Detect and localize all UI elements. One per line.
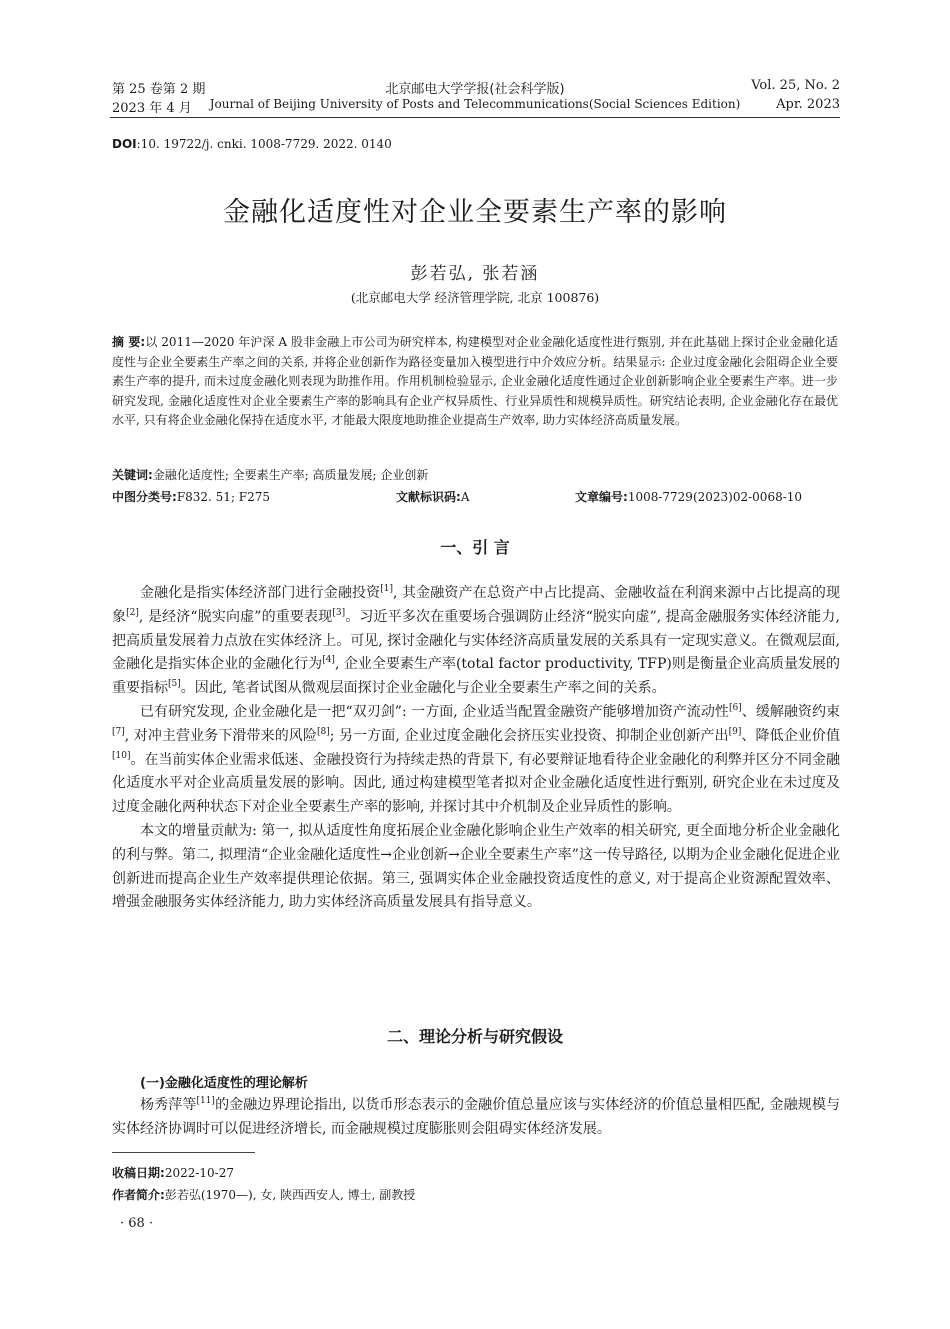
doc-code-value: A: [460, 490, 470, 504]
citation: [1]: [380, 584, 393, 594]
article-number-value: 1008-7729(2023)02-0068-10: [627, 490, 803, 504]
text-run: 。因此, 笔者试图从微观层面探讨企业金融化与企业全要素生产率之间的关系。: [180, 680, 666, 697]
date-en: Apr. 2023: [776, 97, 840, 112]
text-run: , 是经济“脱实向虚”的重要表现: [138, 608, 333, 625]
paragraph: [112, 701, 840, 820]
author-bio-value: 彭若弘(1970—), 女, 陕西西安人, 博士, 副教授: [164, 1188, 416, 1202]
keywords: [112, 466, 428, 483]
paragraph: 本文的增量贡献为: 第一, 拟从适度性角度拓展企业金融化影响企业生产效率的相关研究, 更全面地分析企业金融化的利与弊。第二, 拟理清“企业金融化适度性→企业创新→企业全要素生产率”这一传导路径, 以期为企业金融化促进企业创新进而提高企业生产效率提供理论依据。第三, 强调实体企业金融投资适度性的意义, 对于提高企业资源配置效率、增强金融服务实体经济能力, 助力实体经济高质量发展具有指导意义。: [112, 822, 840, 911]
text-run: 杨秀萍等: [140, 1097, 197, 1113]
text-run: , 企业全要素生产率(total factor productivity, TFP)则是衡量企业高质量发展的重要指标: [112, 656, 841, 697]
doi-label: DOI: [112, 137, 137, 151]
journal-title-en: Journal of Beijing University of Posts and Telecommunications(Social Sciences Edition): [209, 97, 741, 111]
citation: [10]: [112, 750, 131, 761]
introduction-body: [112, 582, 840, 915]
issue-number: 第 25 卷第 2 期: [112, 82, 206, 97]
citation: [4]: [322, 655, 335, 666]
text-run: 。在当前实体企业需求低迷、金融投资行为持续走热的背景下, 有必要辩证地看待企业金融化的利弊并区分不同金融化适度水平对企业高质量发展的影响。因此, 通过构建模型笔者拟对企业金融化适度性进行甄别, 研究企业在未过度及过度金融化两种状态下对企业全要素生产率的影响, 并探讨其中介机制及企业异质性的影响。: [112, 751, 840, 816]
section-heading-introduction: 一、引 言: [440, 538, 510, 557]
clc-number: [112, 488, 270, 505]
article-number-label: 文章编号:: [575, 490, 628, 504]
citation: [5]: [168, 679, 181, 690]
text-run: 、缓解融资约束: [741, 703, 841, 720]
text-run: 已有研究发现, 企业金融化是一把“双刃剑”: 一方面, 企业适当配置金融资产能够增加资产流动性: [140, 703, 729, 720]
citation: [6]: [728, 702, 742, 713]
text-run: 。习近平多次在重要场合强调防止经济“脱实向虚”, 提高金融服务实体经济能力, 把高质量发展着力点放在实体经济上。可见, 探讨金融化与实体经济高质量发展的关系具有一定现实意义。在微观层面, 金融化是指实体企业的金融化行为: [112, 608, 841, 673]
paragraph: [112, 582, 840, 701]
paragraph: [112, 1094, 840, 1142]
page-number: · 68 ·: [120, 1216, 154, 1231]
text-run: , 对冲主营业务下滑带来的风险: [124, 727, 317, 744]
doc-code-label: 文献标识码:: [396, 490, 461, 504]
citation: [7]: [112, 726, 125, 737]
received-label: 收稿日期:: [112, 1166, 165, 1180]
received-value: 2022-10-27: [164, 1166, 234, 1180]
abstract-text: 以 2011—2020 年沪深 A 股非金融上市公司为研究样本, 构建模型对企业金融化适度性进行甄别, 并在此基础上探讨企业金融化适度性与企业全要素生产率之间的关系, 并将企业创新作为路径变量加入模型进行中介效应分析。结果显示: 企业过度金融化会阻碍企业全要素生产率的提升, 而未过度金融化则表现为助推作用。作用机制检验显示, 企业金融化适度性通过企业创新影响企业全要素生产率。进一步研究发现, 金融化适度性对企业全要素生产率的影响具有企业产权异质性、行业异质性和规模异质性。研究结论表明, 企业金融化存在最优水平, 只有将企业金融化保持在适度水平, 才能最大限度地助推企业提高生产效率, 助力实体经济高质量发展。: [112, 335, 838, 428]
doi: [112, 137, 392, 151]
clc-value: F832. 51; F275: [176, 490, 271, 504]
text-run: ; 另一方面, 企业过度金融化会挤压实业投资、抑制企业创新产出: [329, 727, 729, 744]
keywords-label: 关键词:: [112, 468, 153, 482]
author-bio: [112, 1186, 415, 1203]
clc-label: 中图分类号:: [112, 490, 177, 504]
received-date: [112, 1164, 234, 1181]
citation: [3]: [332, 607, 346, 618]
issue-date: 2023 年 4 月: [112, 101, 192, 116]
document-code: [396, 488, 469, 505]
abstract: [112, 333, 838, 431]
header-rule: [110, 117, 840, 118]
text-run: 的金融边界理论指出, 以货币形态表示的金融价值总量应该与实体经济的价值总量相匹配, 金融规模与实体经济协调时可以促进经济增长, 而金融规模过度膨胀则会阻碍实体经济发展。: [112, 1097, 840, 1137]
keywords-text: 金融化适度性; 全要素生产率; 高质量发展; 企业创新: [152, 468, 429, 482]
abstract-label: 摘 要:: [112, 335, 146, 349]
citation: [8]: [316, 726, 330, 737]
text-run: , 其金融资产在总资产中占比提高、金融收益在利润来源中占比提高的现象: [112, 585, 840, 625]
journal-title-cn: 北京邮电大学学报(社会科学版): [385, 82, 565, 97]
text-run: 金融化是指实体经济部门进行金融投资: [140, 585, 381, 601]
article-number: [575, 488, 802, 505]
citation: [11]: [196, 1096, 215, 1106]
authors: 彭若弘, 张若涵: [410, 264, 540, 284]
author-bio-label: 作者简介:: [112, 1188, 165, 1202]
affiliation: (北京邮电大学 经济管理学院, 北京 100876): [350, 290, 600, 305]
citation: [9]: [728, 726, 742, 737]
paper-title: 金融化适度性对企业全要素生产率的影响: [223, 197, 727, 228]
doi-value: :10. 19722/j. cnki. 1008-7729. 2022. 0140: [136, 137, 392, 151]
volume-en: Vol. 25, No. 2: [751, 78, 840, 93]
section-heading-theory: 二、理论分析与研究假设: [386, 1027, 563, 1046]
citation: [2]: [126, 607, 139, 618]
theory-body: [112, 1094, 840, 1142]
text-run: 、降低企业价值: [741, 727, 840, 744]
subsection-heading: (一)金融化适度性的理论解析: [140, 1076, 308, 1091]
footnote-rule: [112, 1152, 255, 1153]
